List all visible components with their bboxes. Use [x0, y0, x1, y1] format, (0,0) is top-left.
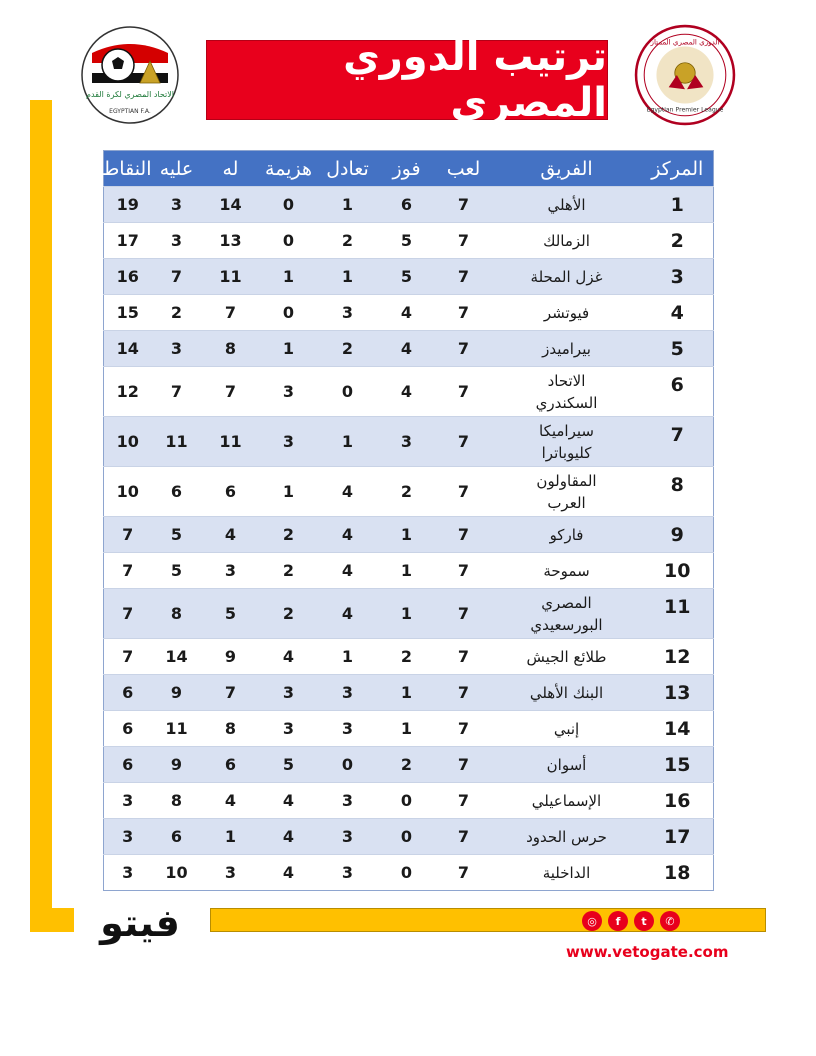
played-cell: 7 [436, 187, 492, 223]
goals-against-cell: 7 [152, 367, 202, 417]
table-row [104, 367, 714, 417]
lost-cell: 3 [260, 675, 318, 711]
goals-against-cell: 10 [152, 855, 202, 891]
won-cell: 4 [378, 295, 436, 331]
team-name-cell [492, 783, 642, 819]
table-row [104, 711, 714, 747]
frame-left-bar [30, 100, 52, 932]
played-cell: 7 [436, 819, 492, 855]
col-header-points: النقاط [104, 151, 152, 187]
drawn-cell: 2 [318, 223, 378, 259]
instagram-icon[interactable]: ◎ [582, 911, 602, 931]
rank-cell: 11 [642, 589, 714, 639]
website-link[interactable]: www.vetogate.com [566, 943, 729, 961]
won-cell: 1 [378, 675, 436, 711]
goals-for-cell: 6 [202, 747, 260, 783]
goals-for-cell: 8 [202, 331, 260, 367]
played-cell: 7 [436, 295, 492, 331]
team-name-line1: الداخلية [542, 863, 591, 882]
team-name-line1: فيوتشر [543, 303, 590, 322]
team-name-line1: سموحة [543, 561, 590, 580]
won-cell: 0 [378, 783, 436, 819]
rank-cell: 17 [642, 819, 714, 855]
lost-cell: 1 [260, 259, 318, 295]
lost-cell: 0 [260, 187, 318, 223]
won-cell: 1 [378, 711, 436, 747]
goals-against-cell: 11 [152, 417, 202, 467]
team-name-line1: البنك الأهلي [529, 683, 604, 702]
rank-cell: 9 [642, 517, 714, 553]
played-cell: 7 [436, 711, 492, 747]
table-row [104, 675, 714, 711]
goals-for-cell: 3 [202, 855, 260, 891]
lost-cell: 2 [260, 517, 318, 553]
won-cell: 0 [378, 819, 436, 855]
table-header-row [104, 151, 714, 187]
points-cell: 12 [104, 367, 152, 417]
points-cell: 19 [104, 187, 152, 223]
played-cell: 7 [436, 331, 492, 367]
played-cell: 7 [436, 367, 492, 417]
points-cell: 17 [104, 223, 152, 259]
team-name-cell [492, 187, 642, 223]
social-icons [582, 911, 680, 931]
team-name-cell [492, 747, 642, 783]
fa-logo-arabic-text: الاتحاد المصري لكرة القدم [85, 90, 175, 99]
table-row [104, 331, 714, 367]
drawn-cell: 3 [318, 819, 378, 855]
frame-bottom-left-bar [30, 908, 74, 932]
played-cell: 7 [436, 517, 492, 553]
rank-cell: 14 [642, 711, 714, 747]
goals-against-cell: 11 [152, 711, 202, 747]
drawn-cell: 1 [318, 417, 378, 467]
team-name-cell [492, 819, 642, 855]
played-cell: 7 [436, 223, 492, 259]
won-cell: 5 [378, 223, 436, 259]
drawn-cell: 3 [318, 675, 378, 711]
rank-cell: 3 [642, 259, 714, 295]
goals-for-cell: 7 [202, 675, 260, 711]
goals-against-cell: 3 [152, 187, 202, 223]
team-name-cell [492, 855, 642, 891]
drawn-cell: 3 [318, 711, 378, 747]
team-name-line1: الأهلي [547, 195, 586, 214]
table-row [104, 819, 714, 855]
played-cell: 7 [436, 467, 492, 517]
table-row [104, 467, 714, 517]
rank-cell: 13 [642, 675, 714, 711]
points-cell: 7 [104, 639, 152, 675]
points-cell: 7 [104, 589, 152, 639]
lost-cell: 0 [260, 223, 318, 259]
goals-for-cell: 8 [202, 711, 260, 747]
lost-cell: 1 [260, 331, 318, 367]
rank-cell: 12 [642, 639, 714, 675]
rank-cell: 15 [642, 747, 714, 783]
table-row [104, 639, 714, 675]
table-row [104, 223, 714, 259]
rank-cell: 5 [642, 331, 714, 367]
team-name-line2: البورسعيدي [530, 615, 603, 634]
col-header-lost: هزيمة [260, 151, 318, 187]
standings-table [103, 150, 714, 891]
drawn-cell: 3 [318, 783, 378, 819]
rank-cell: 1 [642, 187, 714, 223]
goals-for-cell: 4 [202, 783, 260, 819]
team-name-cell [492, 417, 642, 467]
goals-against-cell: 2 [152, 295, 202, 331]
rank-cell: 2 [642, 223, 714, 259]
team-name-line1: فاركو [549, 525, 584, 544]
drawn-cell: 0 [318, 747, 378, 783]
twitter-icon[interactable]: t [634, 911, 654, 931]
table-row [104, 295, 714, 331]
lost-cell: 4 [260, 639, 318, 675]
won-cell: 5 [378, 259, 436, 295]
table-row [104, 517, 714, 553]
points-cell: 16 [104, 259, 152, 295]
team-name-line1: سيراميكا [539, 421, 594, 440]
won-cell: 4 [378, 367, 436, 417]
team-name-line1: غزل المحلة [530, 267, 603, 286]
drawn-cell: 4 [318, 517, 378, 553]
frame-bottom-right-bar [210, 908, 766, 932]
veto-brand-text: فيتو [100, 901, 180, 945]
drawn-cell: 0 [318, 367, 378, 417]
fa-logo-english-text: EGYPTIAN F.A. [109, 108, 151, 115]
played-cell: 7 [436, 747, 492, 783]
goals-for-cell: 11 [202, 417, 260, 467]
col-header-played: لعب [436, 151, 492, 187]
won-cell: 6 [378, 187, 436, 223]
goals-against-cell: 9 [152, 747, 202, 783]
table-row [104, 747, 714, 783]
col-header-drawn: تعادل [318, 151, 378, 187]
table-row [104, 855, 714, 891]
points-cell: 3 [104, 783, 152, 819]
goals-for-cell: 14 [202, 187, 260, 223]
egyptian-premier-league-logo [634, 24, 736, 126]
team-name-line1: حرس الحدود [526, 827, 607, 846]
goals-against-cell: 3 [152, 331, 202, 367]
rank-cell: 6 [642, 367, 714, 417]
lost-cell: 3 [260, 367, 318, 417]
egyptian-fa-logo [80, 25, 180, 125]
lost-cell: 1 [260, 467, 318, 517]
team-name-cell [492, 639, 642, 675]
won-cell: 3 [378, 417, 436, 467]
drawn-cell: 2 [318, 331, 378, 367]
played-cell: 7 [436, 417, 492, 467]
rank-cell: 18 [642, 855, 714, 891]
team-name-line1: الإسماعيلي [531, 791, 602, 810]
points-cell: 14 [104, 331, 152, 367]
team-name-line1: إنبي [553, 719, 580, 738]
team-name-line1: الاتحاد [547, 371, 586, 390]
rank-cell: 10 [642, 553, 714, 589]
table-row [104, 417, 714, 467]
table-row [104, 553, 714, 589]
team-name-cell [492, 711, 642, 747]
goals-against-cell: 3 [152, 223, 202, 259]
table-row [104, 589, 714, 639]
goals-for-cell: 9 [202, 639, 260, 675]
drawn-cell: 4 [318, 467, 378, 517]
drawn-cell: 4 [318, 553, 378, 589]
lost-cell: 4 [260, 855, 318, 891]
title-banner [206, 34, 608, 126]
won-cell: 1 [378, 553, 436, 589]
goals-against-cell: 8 [152, 783, 202, 819]
lost-cell: 0 [260, 295, 318, 331]
points-cell: 7 [104, 517, 152, 553]
team-name-cell [492, 553, 642, 589]
col-header-rank: المركز [642, 151, 714, 187]
points-cell: 15 [104, 295, 152, 331]
facebook-icon[interactable]: f [608, 911, 628, 931]
played-cell: 7 [436, 639, 492, 675]
rank-cell: 4 [642, 295, 714, 331]
page-title: ترتيب الدوري المصري [343, 34, 607, 126]
team-name-cell [492, 295, 642, 331]
standings-body [104, 187, 714, 891]
table-row [104, 259, 714, 295]
played-cell: 7 [436, 259, 492, 295]
lost-cell: 3 [260, 711, 318, 747]
won-cell: 2 [378, 639, 436, 675]
won-cell: 1 [378, 517, 436, 553]
points-cell: 6 [104, 711, 152, 747]
goals-for-cell: 5 [202, 589, 260, 639]
lost-cell: 4 [260, 783, 318, 819]
goals-for-cell: 1 [202, 819, 260, 855]
team-name-cell [492, 259, 642, 295]
epl-logo-english-text: Egyptian Premier League [646, 106, 724, 114]
goals-against-cell: 6 [152, 467, 202, 517]
drawn-cell: 1 [318, 259, 378, 295]
goals-for-cell: 11 [202, 259, 260, 295]
drawn-cell: 1 [318, 639, 378, 675]
points-cell: 10 [104, 467, 152, 517]
drawn-cell: 3 [318, 295, 378, 331]
lost-cell: 4 [260, 819, 318, 855]
drawn-cell: 4 [318, 589, 378, 639]
col-header-team: الفريق [492, 151, 642, 187]
points-cell: 3 [104, 819, 152, 855]
team-name-line1: أسوان [546, 755, 587, 774]
drawn-cell: 1 [318, 187, 378, 223]
team-name-cell [492, 675, 642, 711]
goals-for-cell: 4 [202, 517, 260, 553]
team-name-cell [492, 589, 642, 639]
lost-cell: 5 [260, 747, 318, 783]
team-name-line2: السكندري [535, 393, 598, 412]
rank-cell: 16 [642, 783, 714, 819]
team-name-line1: المقاولون [536, 471, 597, 490]
team-name-cell [492, 467, 642, 517]
table-row [104, 783, 714, 819]
goals-against-cell: 7 [152, 259, 202, 295]
points-cell: 6 [104, 747, 152, 783]
goals-for-cell: 3 [202, 553, 260, 589]
played-cell: 7 [436, 855, 492, 891]
goals-against-cell: 5 [152, 517, 202, 553]
team-name-cell [492, 223, 642, 259]
team-name-cell [492, 331, 642, 367]
col-header-won: فوز [378, 151, 436, 187]
points-cell: 10 [104, 417, 152, 467]
goals-against-cell: 9 [152, 675, 202, 711]
won-cell: 4 [378, 331, 436, 367]
played-cell: 7 [436, 675, 492, 711]
rank-cell: 7 [642, 417, 714, 467]
whatsapp-icon[interactable]: ✆ [660, 911, 680, 931]
goals-against-cell: 14 [152, 639, 202, 675]
team-name-line2: العرب [547, 493, 586, 512]
goals-against-cell: 8 [152, 589, 202, 639]
lost-cell: 3 [260, 417, 318, 467]
table-row [104, 187, 714, 223]
goals-for-cell: 7 [202, 367, 260, 417]
team-name-line2: كليوباترا [541, 443, 592, 462]
points-cell: 6 [104, 675, 152, 711]
played-cell: 7 [436, 589, 492, 639]
won-cell: 1 [378, 589, 436, 639]
rank-cell: 8 [642, 467, 714, 517]
won-cell: 2 [378, 747, 436, 783]
drawn-cell: 3 [318, 855, 378, 891]
team-name-line1: المصري [541, 593, 592, 612]
goals-for-cell: 7 [202, 295, 260, 331]
played-cell: 7 [436, 783, 492, 819]
played-cell: 7 [436, 553, 492, 589]
won-cell: 2 [378, 467, 436, 517]
team-name-line1: الزمالك [543, 231, 590, 250]
epl-logo-arabic-text: الدوري المصري الممتاز [650, 37, 720, 47]
team-name-line1: طلائع الجيش [526, 647, 607, 666]
col-header-goals-for: له [202, 151, 260, 187]
points-cell: 3 [104, 855, 152, 891]
lost-cell: 2 [260, 589, 318, 639]
goals-for-cell: 13 [202, 223, 260, 259]
team-name-cell [492, 517, 642, 553]
goals-for-cell: 6 [202, 467, 260, 517]
col-header-goals-against: عليه [152, 151, 202, 187]
goals-against-cell: 5 [152, 553, 202, 589]
won-cell: 0 [378, 855, 436, 891]
points-cell: 7 [104, 553, 152, 589]
goals-against-cell: 6 [152, 819, 202, 855]
veto-brand-logo [84, 892, 196, 948]
lost-cell: 2 [260, 553, 318, 589]
team-name-line1: بيراميدز [542, 339, 591, 358]
team-name-cell [492, 367, 642, 417]
